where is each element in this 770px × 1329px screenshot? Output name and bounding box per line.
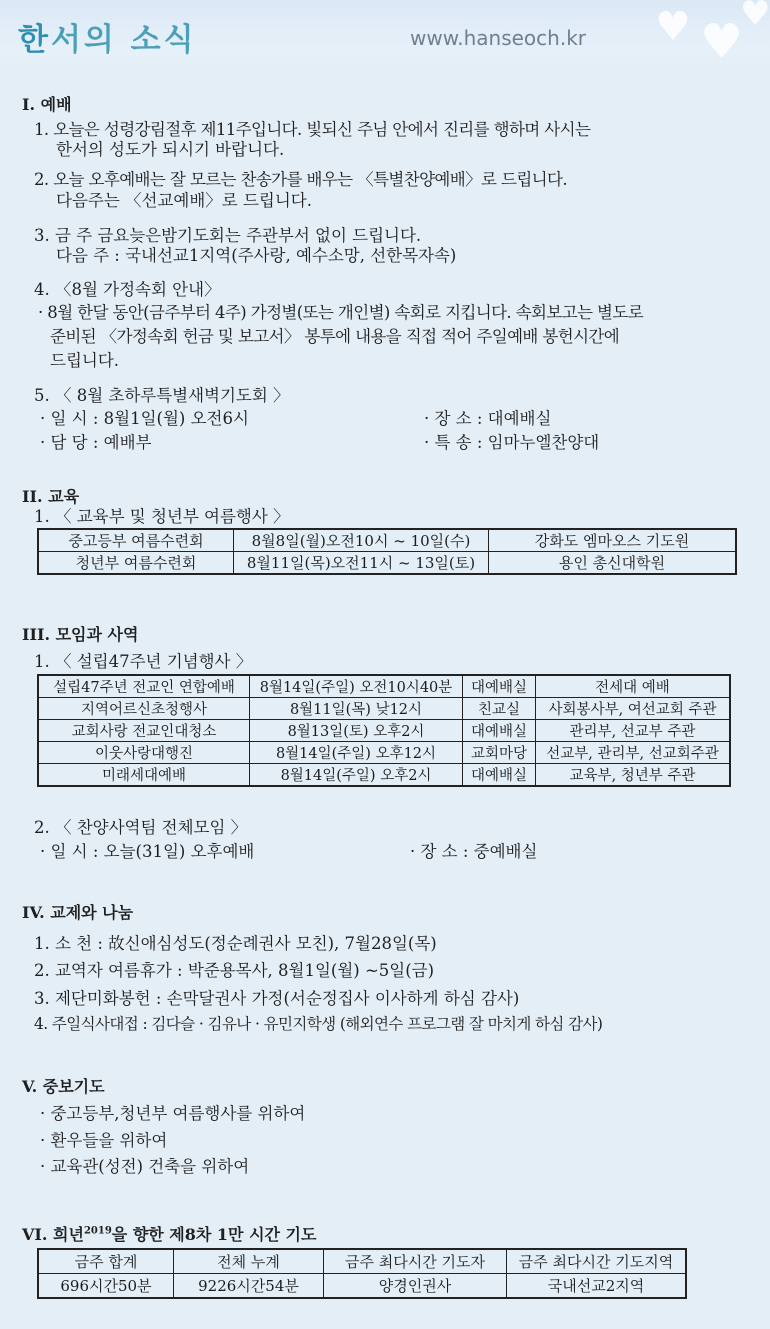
- table-header-row: [38, 1249, 686, 1274]
- title-part: 을 향한 제8차 1만 시간 기도: [111, 1225, 317, 1244]
- table-cell: 교육부, 청년부 주관: [536, 764, 731, 787]
- gatherings-item-2: 2. 〈 찬양사역팀 전체모임 〉: [34, 818, 248, 837]
- table-row: [38, 698, 730, 720]
- table-cell: 8월11일(목) 낮12시: [250, 698, 463, 720]
- fellowship-item-2: 2. 교역자 여름휴가 : 박준용목사, 8월1일(월) ~5일(금): [34, 961, 435, 980]
- table-header: 금주 최다시간 기도자: [324, 1249, 507, 1274]
- table-cell: 청년부 여름수련회: [38, 552, 234, 575]
- choir-meeting-place: · 장 소 : 중예배실: [410, 842, 538, 861]
- newsletter-logo: [18, 14, 197, 59]
- table-cell: 양경인권사: [324, 1274, 507, 1299]
- worship-item-4-cont1: 준비된 〈가정속회 헌금 및 보고서〉 봉투에 내용을 직접 적어 주일예배 봉헌시간에: [50, 327, 620, 346]
- choir-meeting-time: · 일 시 : 오늘(31일) 오후예배: [40, 842, 255, 861]
- table-row: [38, 675, 730, 698]
- table-row: [38, 1274, 686, 1299]
- table-cell: 8월14일(주일) 오후12시: [250, 742, 463, 764]
- section-title-gatherings: III. 모임과 사역: [22, 625, 139, 644]
- table-cell: 친교실: [463, 698, 536, 720]
- table-cell: 8월13일(토) 오후2시: [250, 720, 463, 742]
- table-cell: 8월8일(월)오전10시 ~ 10일(수): [234, 529, 489, 552]
- heart-icon: ♥: [700, 14, 744, 70]
- worship-item-3: 3. 금 주 금요늦은밤기도회는 주관부서 없이 드립니다.: [34, 226, 422, 245]
- table-row: [38, 742, 730, 764]
- worship-item-2-cont: 다음주는 〈선교예배〉로 드립니다.: [56, 191, 312, 210]
- table-cell: 696시간50분: [38, 1274, 174, 1299]
- prayer-item-1: · 중고등부,청년부 여름행사를 위하여: [40, 1104, 306, 1123]
- table-row: [38, 529, 736, 552]
- table-cell: 전세대 예배: [536, 675, 731, 698]
- worship-item-1-cont: 한서의 성도가 되시기 바랍니다.: [56, 140, 285, 159]
- table-cell: 용인 총신대학원: [489, 552, 737, 575]
- table-cell: 미래세대예배: [38, 764, 250, 787]
- section-title-education: II. 교육: [22, 487, 80, 506]
- worship-item-1: 1. 오늘은 성령강림절후 제11주입니다. 빛되신 주님 안에서 진리를 행하며 사시는: [34, 120, 591, 139]
- worship-item-3-cont: 다음 주 : 국내선교1지역(주사랑, 예수소망, 선한목자속): [56, 246, 457, 265]
- gatherings-item-1: 1. 〈 설립47주년 기념행사 〉: [34, 652, 253, 671]
- section-title-intercession: V. 중보기도: [22, 1077, 105, 1096]
- table-cell: 관리부, 선교부 주관: [536, 720, 731, 742]
- table-cell: 대예배실: [463, 720, 536, 742]
- dawn-prayer-place: · 장 소 : 대예배실: [424, 409, 552, 428]
- table-cell: 중고등부 여름수련회: [38, 529, 234, 552]
- fellowship-item-4: 4. 주일식사대접 : 김다슬 · 김유나 · 유민지학생 (해외연수 프로그램 잘 마치게 하심 감사): [34, 1015, 603, 1033]
- table-header: 금주 합계: [38, 1249, 174, 1274]
- anniversary-events-table: [37, 674, 731, 787]
- table-row: [38, 720, 730, 742]
- heart-icon: ♥: [740, 0, 770, 34]
- table-cell: 선교부, 관리부, 선교회주관: [536, 742, 731, 764]
- prayer-item-2: · 환우들을 위하여: [40, 1131, 168, 1150]
- fellowship-item-3: 3. 제단미화봉헌 : 손막달권사 가정(서순정집사 이사하게 하심 감사): [34, 989, 520, 1008]
- title-year-superscript: 2019: [83, 1225, 112, 1237]
- logo-rest: 서의 소식: [50, 22, 197, 58]
- table-header: 전체 누계: [174, 1249, 324, 1274]
- section-title-worship: I. 예배: [22, 95, 72, 114]
- worship-item-4: 4. 〈8월 가정속회 안내〉: [34, 280, 221, 299]
- table-header: 금주 최다시간 기도지역: [507, 1249, 687, 1274]
- table-cell: 대예배실: [463, 764, 536, 787]
- prayer-item-3: · 교육관(성전) 건축을 위하여: [40, 1157, 250, 1176]
- table-cell: 국내선교2지역: [507, 1274, 687, 1299]
- worship-item-5: 5. 〈 8월 초하루특별새벽기도회 〉: [34, 386, 290, 405]
- dawn-prayer-special-song: · 특 송 : 임마누엘찬양대: [424, 433, 600, 452]
- header-banner: [0, 0, 770, 72]
- table-cell: 8월14일(주일) 오후2시: [250, 764, 463, 787]
- table-row: [38, 552, 736, 575]
- table-cell: 사회봉사부, 여선교회 주관: [536, 698, 731, 720]
- section-title-fellowship: IV. 교제와 나눔: [22, 903, 134, 922]
- table-cell: 교회사랑 전교인대청소: [38, 720, 250, 742]
- table-row: [38, 764, 730, 787]
- worship-item-4-bullet: · 8월 한달 동안(금주부터 4주) 가정별(또는 개인별) 속회로 지킵니다. 속회보고는 별도로: [38, 303, 644, 322]
- title-part: VI. 희년: [22, 1225, 84, 1244]
- worship-item-4-cont2: 드립니다.: [50, 351, 120, 370]
- table-cell: 대예배실: [463, 675, 536, 698]
- fellowship-item-1: 1. 소 천 : 故신애심성도(정순례권사 모친), 7월28일(목): [34, 934, 437, 953]
- table-cell: 강화도 엠마오스 기도원: [489, 529, 737, 552]
- education-item-1: 1. 〈 교육부 및 청년부 여름행사 〉: [34, 507, 290, 526]
- table-cell: 이웃사랑대행진: [38, 742, 250, 764]
- church-url[interactable]: www.hanseoch.kr: [410, 26, 586, 50]
- table-cell: 9226시간54분: [174, 1274, 324, 1299]
- logo-first-char: 한: [18, 22, 51, 58]
- table-cell: 지역어르신초청행사: [38, 698, 250, 720]
- prayer-hours-table: [37, 1248, 687, 1299]
- section-title-prayer-hours: [22, 1222, 316, 1245]
- dawn-prayer-charge: · 담 당 : 예배부: [40, 433, 152, 452]
- worship-item-2: 2. 오늘 오후예배는 잘 모르는 찬송가를 배우는 〈특별찬양예배〉로 드립니다.: [34, 170, 567, 189]
- summer-events-table: [37, 528, 737, 575]
- table-cell: 설립47주년 전교인 연합예배: [38, 675, 250, 698]
- table-cell: 8월11일(목)오전11시 ~ 13일(토): [234, 552, 489, 575]
- table-cell: 교회마당: [463, 742, 536, 764]
- table-cell: 8월14일(주일) 오전10시40분: [250, 675, 463, 698]
- heart-icon: ♥: [655, 4, 691, 50]
- dawn-prayer-time: · 일 시 : 8월1일(월) 오전6시: [40, 409, 249, 428]
